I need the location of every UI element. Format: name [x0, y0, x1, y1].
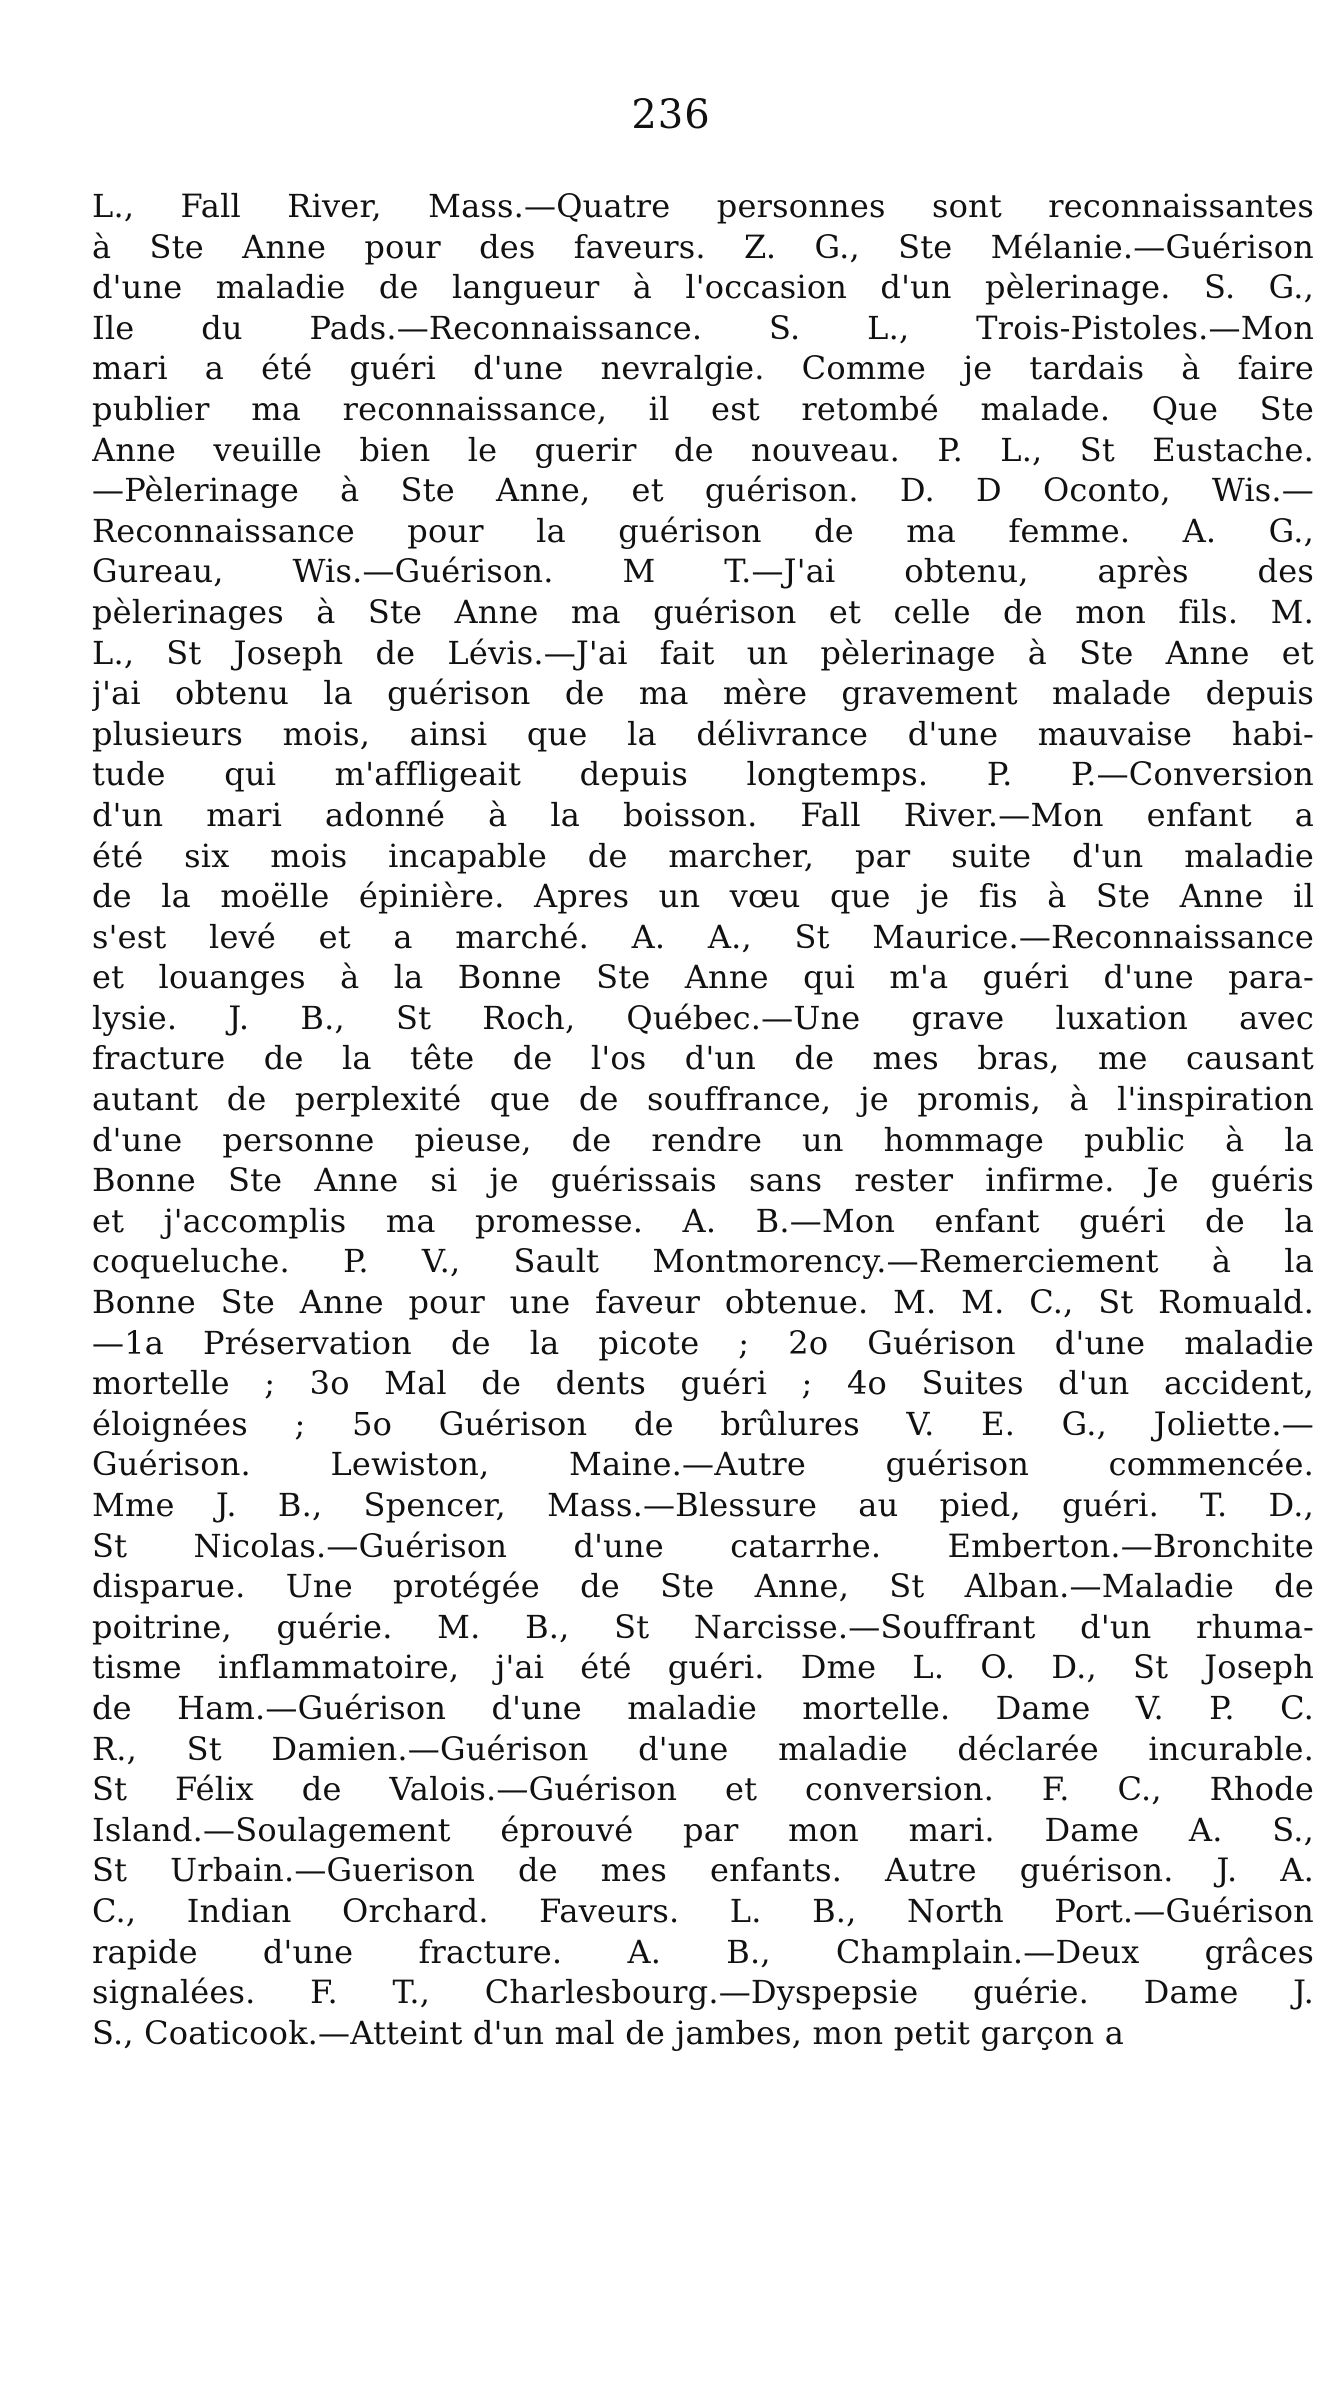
text-line: Gureau, Wis.—Guérison. M T.—J'ai obtenu, après des: [92, 552, 1314, 591]
body-text: [92, 186, 1314, 2053]
text-line: d'une personne pieuse, de rendre un hommage public à la: [92, 1120, 1314, 1159]
text-line: —Pèlerinage à Ste Anne, et guérison. D. D Oconto, Wis.—: [92, 471, 1314, 510]
text-line: à Ste Anne pour des faveurs. Z. G., Ste Mélanie.—Guérison: [92, 227, 1314, 266]
text-line: St Urbain.—Guerison de mes enfants. Autre guérison. J. A.: [92, 1851, 1314, 1890]
text-line: tude qui m'affligeait depuis longtemps. P. P.—Conversion: [92, 755, 1314, 794]
text-line: pèlerinages à Ste Anne ma guérison et celle de mon fils. M.: [92, 592, 1314, 631]
text-line: R., St Damien.—Guérison d'une maladie déclarée incurable.: [92, 1729, 1314, 1768]
text-line: mari a été guéri d'une nevralgie. Comme je tardais à faire: [92, 349, 1314, 388]
text-line: disparue. Une protégée de Ste Anne, St Alban.—Maladie de: [92, 1567, 1314, 1606]
text-line: publier ma reconnaissance, il est retombé malade. Que Ste: [92, 389, 1314, 428]
text-line: j'ai obtenu la guérison de ma mère gravement malade depuis: [92, 674, 1314, 713]
text-line: Guérison. Lewiston, Maine.—Autre guérison commencée.: [92, 1445, 1314, 1484]
text-line: Bonne Ste Anne si je guérissais sans rester infirme. Je guéris: [92, 1161, 1314, 1200]
text-line: Reconnaissance pour la guérison de ma femme. A. G.,: [92, 511, 1314, 550]
text-line: autant de perplexité que de souffrance, je promis, à l'inspiration: [92, 1080, 1314, 1119]
text-line: S., Coaticook.—Atteint d'un mal de jambes, mon petit garçon a: [92, 2013, 1124, 2052]
text-line: Anne veuille bien le guerir de nouveau. P. L., St Eustache.: [92, 430, 1314, 469]
text-line: rapide d'une fracture. A. B., Champlain.—Deux grâces: [92, 1932, 1314, 1971]
text-line: Ile du Pads.—Reconnaissance. S. L., Trois-Pistoles.—Mon: [92, 308, 1314, 347]
text-line: été six mois incapable de marcher, par suite d'un maladie: [92, 836, 1314, 875]
text-line: L., St Joseph de Lévis.—J'ai fait un pèlerinage à Ste Anne et: [92, 633, 1314, 672]
text-line: L., Fall River, Mass.—Quatre personnes sont reconnaissantes: [92, 187, 1314, 225]
text-line: signalées. F. T., Charlesbourg.—Dyspepsie guérie. Dame J.: [92, 1973, 1314, 2012]
text-line: s'est levé et a marché. A. A., St Maurice.—Reconnaissance: [92, 917, 1314, 956]
text-line: poitrine, guérie. M. B., St Narcisse.—Souffrant d'un rhuma-: [92, 1607, 1314, 1646]
text-line: Bonne Ste Anne pour une faveur obtenue. M. M. C., St Romuald.: [92, 1283, 1314, 1322]
text-line: et louanges à la Bonne Ste Anne qui m'a guéri d'une para-: [92, 958, 1314, 997]
text-line: —1a Préservation de la picote ; 2o Guérison d'une maladie: [92, 1323, 1314, 1362]
text-line: Island.—Soulagement éprouvé par mon mari. Dame A. S.,: [92, 1810, 1314, 1849]
text-line: plusieurs mois, ainsi que la délivrance d'une mauvaise habi-: [92, 714, 1314, 753]
text-line: tisme inflammatoire, j'ai été guéri. Dme L. O. D., St Joseph: [92, 1648, 1314, 1687]
text-line: et j'accomplis ma promesse. A. B.—Mon enfant guéri de la: [92, 1201, 1314, 1240]
text-line: mortelle ; 3o Mal de dents guéri ; 4o Suites d'un accident,: [92, 1364, 1314, 1403]
text-line: Mme J. B., Spencer, Mass.—Blessure au pied, guéri. T. D.,: [92, 1486, 1314, 1524]
text-line: de la moëlle épinière. Apres un vœu que je fis à Ste Anne il: [92, 877, 1314, 916]
text-line: d'un mari adonné à la boisson. Fall River.—Mon enfant a: [92, 795, 1314, 834]
text-line: lysie. J. B., St Roch, Québec.—Une grave luxation avec: [92, 998, 1314, 1037]
text-line: C., Indian Orchard. Faveurs. L. B., North Port.—Guérison: [92, 1891, 1314, 1930]
text-line: éloignées ; 5o Guérison de brûlures V. E. G., Joliette.—: [92, 1404, 1314, 1443]
page-number: 236: [631, 92, 711, 138]
text-line: St Nicolas.—Guérison d'une catarrhe. Emberton.—Bronchite: [92, 1526, 1314, 1565]
text-line: fracture de la tête de l'os d'un de mes bras, me causant: [92, 1039, 1314, 1078]
text-line: d'une maladie de langueur à l'occasion d'un pèlerinage. S. G.,: [92, 268, 1314, 307]
text-line: coqueluche. P. V., Sault Montmorency.—Remerciement à la: [92, 1242, 1314, 1281]
text-line: St Félix de Valois.—Guérison et conversion. F. C., Rhode: [92, 1770, 1314, 1809]
text-line: de Ham.—Guérison d'une maladie mortelle. Dame V. P. C.: [92, 1688, 1314, 1727]
